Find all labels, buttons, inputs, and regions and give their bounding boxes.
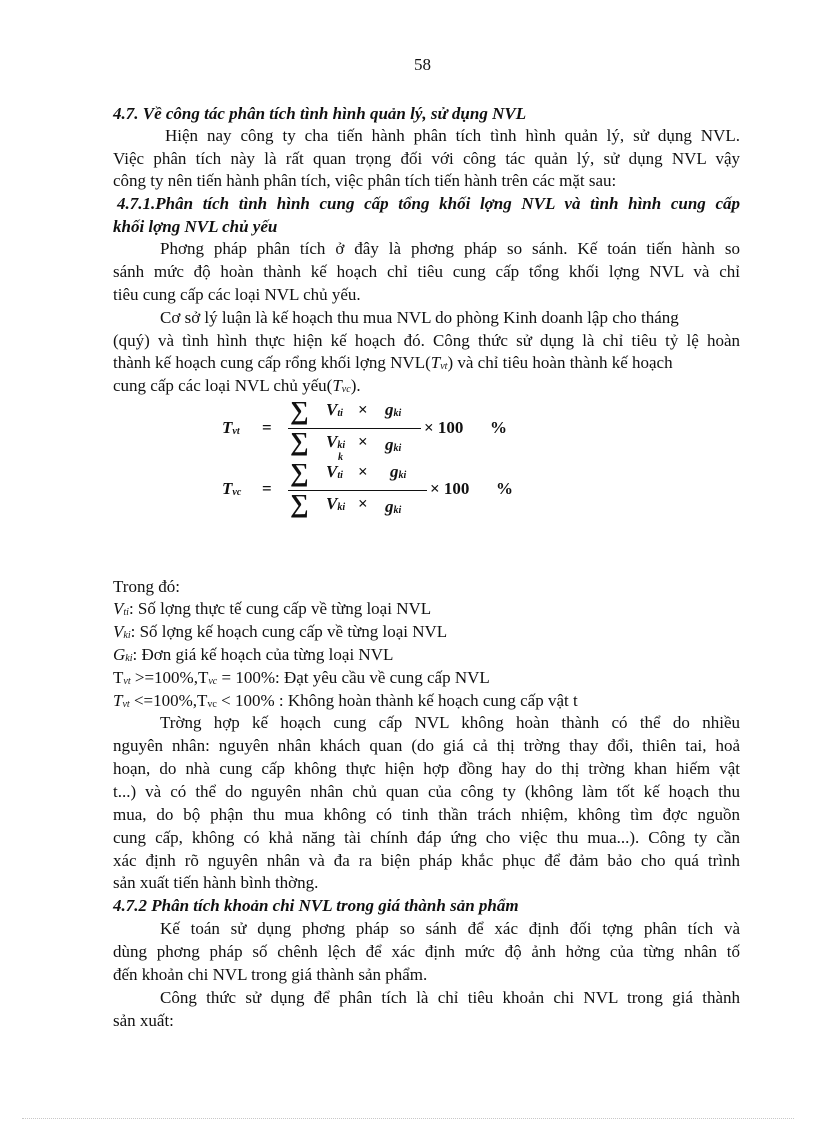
para1-line-1: Phơng pháp phân tích ở đây là phơng pháp so sánh. Kế toán tiến hành so bbox=[160, 239, 740, 258]
formula1-num-v: Vti bbox=[326, 400, 343, 419]
intro-line-2: Việc phân tích này là rất quan trọng đối với công tác quản lý, sử dụng NVL vậy bbox=[113, 149, 740, 168]
condition-not-met: Tvt <=100%,Tvc < 100% : Không hoàn thành kế hoạch cung cấp vật t bbox=[113, 691, 578, 710]
formula2-num-times: × bbox=[358, 462, 368, 481]
formula1-equals: = bbox=[262, 418, 272, 437]
def-gki: Gki: Đơn giá kế hoạch của từng loại NVL bbox=[113, 645, 394, 664]
para2-line-1: Cơ sở lý luận là kế hoạch thu mua NVL do phòng Kinh doanh lập cho tháng bbox=[160, 308, 679, 327]
formula2-den-g: gki bbox=[385, 497, 402, 516]
formula1-lhs: Tvt bbox=[222, 418, 240, 437]
formula1-den-g: gki bbox=[385, 435, 402, 454]
section-heading-4-7: 4.7. Về công tác phân tích tình hình quản lý, sử dụng NVL bbox=[113, 104, 527, 123]
para3-line-3: hoạn, do nhà cung cấp không thực hiện hợp đồng hay do thị trờng khan hiếm vật bbox=[113, 759, 740, 778]
page-number: 58 bbox=[414, 55, 431, 74]
page-bottom-border bbox=[22, 1118, 794, 1119]
intro-line-3: công ty nên tiến hành phân tích, việc phân tích tiến hành trên các mặt sau: bbox=[113, 171, 617, 190]
formula1-factor: × 100 bbox=[424, 418, 464, 437]
para4-line-1: Kế toán sử dụng phơng pháp so sánh để xác định đối tợng phân tích và bbox=[160, 919, 740, 938]
def-vti: Vti: Số lợng thực tế cung cấp về từng loại NVL bbox=[113, 599, 432, 618]
formula1-num-times: × bbox=[358, 400, 368, 419]
para4-line-3: đến khoản chi NVL trong giá thành sản phẩm. bbox=[113, 965, 428, 984]
trong-do-label: Trong đó: bbox=[113, 577, 180, 596]
formula2-lhs: Tvc bbox=[222, 479, 242, 498]
para2-line-2: (quý) và tình hình thực hiện kế hoạch đó. Công thức sử dụng là chỉ tiêu tỷ lệ hoàn bbox=[113, 331, 740, 350]
para3-line-5: mua, do bộ phận thu mua không có tinh thần trách nhiệm, không tìm đợc nguồn bbox=[113, 805, 740, 824]
formula2-num-v-superscript: k bbox=[338, 452, 343, 463]
formula2-den-sum: ∑ bbox=[290, 489, 309, 518]
para3-line-2: nguyên nhân: nguyên nhân khách quan (do giá cả thị trờng thay đổi, thiên tai, hoả bbox=[113, 736, 740, 755]
formula2-factor: × 100 bbox=[430, 479, 470, 498]
formula1-den-v: Vki bbox=[326, 432, 346, 451]
para3-line-1: Trờng hợp kế hoạch cung cấp NVL không hoàn thành có thể do nhiều bbox=[160, 713, 740, 732]
para5-line-2: sản xuất: bbox=[113, 1011, 174, 1030]
condition-met: Tvt >=100%,Tvc = 100%: Đạt yêu cầu về cung cấp NVL bbox=[113, 668, 490, 687]
section-heading-4-7-1-cont: khối lợng NVL chủ yếu bbox=[113, 217, 278, 236]
formula2-percent: % bbox=[496, 479, 513, 498]
section-heading-4-7-2: 4.7.2 Phân tích khoản chi NVL trong giá thành sản phẩm bbox=[113, 896, 519, 915]
para2-line-3: thành kế hoạch cung cấp rổng khối lợng NVL(Tvt) và chỉ tiêu hoàn thành kế hoạch bbox=[113, 353, 673, 372]
para3-line-8: sản xuất tiến hành bình thờng. bbox=[113, 873, 319, 892]
formula1-den-sum: ∑ bbox=[290, 427, 309, 456]
formula1-num-sum: ∑ bbox=[290, 396, 309, 425]
para3-line-4: t...) và có thể do nguyên nhân chủ quan của công ty (không làm tốt kế hoạch thu bbox=[113, 782, 740, 801]
para4-line-2: dùng phơng pháp số chênh lệch để xác định mức độ ảnh hởng của từng nhân tố bbox=[113, 942, 740, 961]
para5-line-1: Công thức sử dụng để phân tích là chỉ tiêu khoản chi NVL trong giá thành bbox=[160, 988, 740, 1007]
formula2-num-sum: ∑ bbox=[290, 458, 309, 487]
formula2-fraction-bar bbox=[288, 490, 427, 491]
formula2-den-v: Vki bbox=[326, 494, 346, 513]
formula1-den-times: × bbox=[358, 432, 368, 451]
para1-line-3: tiêu cung cấp các loại NVL chủ yếu. bbox=[113, 285, 361, 304]
formula2-num-g: gki bbox=[390, 462, 407, 481]
para2-line-4: cung cấp các loại NVL chủ yếu(Tvc). bbox=[113, 376, 361, 395]
def-vki: Vki: Số lợng kế hoạch cung cấp về từng loại NVL bbox=[113, 622, 448, 641]
section-heading-4-7-1: 4.7.1.Phân tích tình hình cung cấp tổng khối lợng NVL và tình hình cung cấp bbox=[117, 194, 740, 213]
para3-line-6: cung cấp, không có khả năng tài chính đáp ứng cho việc thu mua...). Công ty cần bbox=[113, 828, 740, 847]
para3-line-7: xác định rõ nguyên nhân và đa ra biện pháp khắc phục để đảm bảo cho quá trình bbox=[113, 851, 740, 870]
para1-line-2: sánh mức độ hoàn thành kế hoạch chỉ tiêu cung cấp tổng khối lợng NVL và chỉ bbox=[113, 262, 740, 281]
formula1-percent: % bbox=[490, 418, 507, 437]
formula2-num-v: Vti bbox=[326, 462, 343, 481]
formula2-den-times: × bbox=[358, 494, 368, 513]
formula1-num-g: gki bbox=[385, 400, 402, 419]
intro-line-1: Hiện nay công ty cha tiến hành phân tích tình hình quản lý, sử dụng NVL. bbox=[165, 126, 740, 145]
formula2-equals: = bbox=[262, 479, 272, 498]
